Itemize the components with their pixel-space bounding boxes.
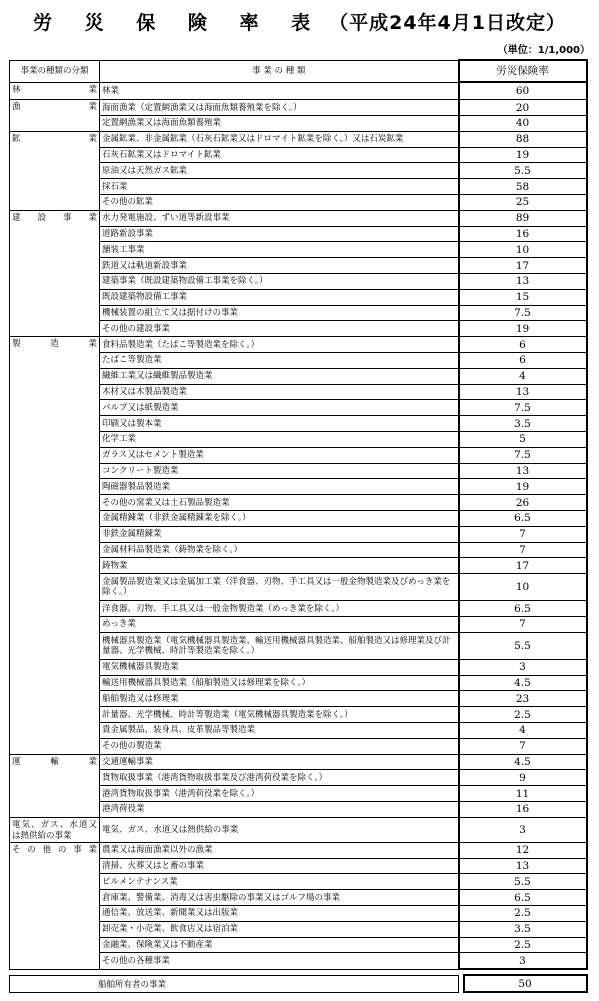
rate-cell: 13 [459, 274, 587, 290]
category-cell [10, 82, 100, 100]
business-type-cell: 船舶製造又は修理業 [100, 691, 459, 707]
extra-row [10, 975, 587, 992]
category-label: 漁 業 [12, 102, 97, 113]
rate-cell: 4 [459, 722, 587, 738]
rate-cell: 3 [459, 953, 587, 969]
unit-label: （単位：1/1,000） [497, 45, 590, 56]
rate-cell: 19 [459, 147, 587, 163]
business-type-cell: 金融業、保険業又は不動産業 [100, 937, 459, 953]
page-title [0, 8, 599, 35]
rate-cell: 7 [459, 542, 587, 558]
rate-cell: 5.5 [459, 632, 587, 659]
rate-table [9, 59, 588, 970]
category-cell [10, 210, 100, 336]
business-type-cell: 卸売業・小売業、飲食店又は宿泊業 [100, 921, 459, 937]
business-type-cell: めっき業 [100, 617, 459, 633]
business-type-cell: 既設建築物設備工事業 [100, 289, 459, 305]
business-type-cell: 鋳物業 [100, 558, 459, 574]
business-type-cell: 化学工業 [100, 432, 459, 448]
rate-cell: 6 [459, 337, 587, 353]
business-type-cell: 清掃、火葬又はと畜の事業 [100, 858, 459, 874]
business-type-cell: 倉庫業、警備業、消毒又は害虫駆除の事業又はゴルフ場の事業 [100, 890, 459, 906]
rate-cell: 2.5 [459, 905, 587, 921]
rate-cell: 15 [459, 289, 587, 305]
rate-cell: 9 [459, 770, 587, 786]
rate-cell: 10 [459, 242, 587, 258]
business-type-cell: 輸送用機械器具製造業（船舶製造又は修理業を除く。） [100, 675, 459, 691]
rate-cell: 5.5 [459, 163, 587, 179]
rate-cell: 7.5 [459, 305, 587, 321]
business-type-cell: 港湾荷役業 [100, 801, 459, 817]
business-type-cell: 鉄道又は軌道新設事業 [100, 258, 459, 274]
business-type-cell: その他の窯業又は土石製品製造業 [100, 495, 459, 511]
table-row [10, 337, 587, 353]
business-type-cell: コンクリート製造業 [100, 463, 459, 479]
rate-cell: 4.5 [459, 675, 587, 691]
extra-table [9, 974, 588, 993]
business-type-cell: 採石業 [100, 179, 459, 195]
rate-cell: 17 [459, 258, 587, 274]
rate-cell: 12 [459, 842, 587, 858]
rate-cell: 16 [459, 801, 587, 817]
rate-cell: 13 [459, 858, 587, 874]
table-row [10, 100, 587, 116]
rate-cell: 89 [459, 210, 587, 226]
business-type-cell: 交通運輸事業 [100, 754, 459, 770]
business-type-cell: 道路新設事業 [100, 226, 459, 242]
table-row [10, 210, 587, 226]
business-type-cell: 水力発電施設、ずい道等新設事業 [100, 210, 459, 226]
rate-cell: 2.5 [459, 707, 587, 723]
title-subtitle: （平成24年4月1日改定） [329, 12, 566, 34]
rate-cell: 3.5 [459, 921, 587, 937]
rate-cell: 7 [459, 617, 587, 633]
category-cell [10, 842, 100, 969]
business-type-cell: 電気機械器具製造業 [100, 659, 459, 675]
table-row [10, 817, 587, 842]
business-type-cell: 通信業、放送業、新聞業又は出版業 [100, 905, 459, 921]
table-row [10, 82, 587, 100]
rate-cell: 17 [459, 558, 587, 574]
business-type-cell: 金属材料品製造業（鋳物業を除く。） [100, 542, 459, 558]
category-cell [10, 337, 100, 754]
extra-label: 船舶所有者の事業 [10, 975, 459, 992]
rate-cell: 7 [459, 526, 587, 542]
business-type-cell: 港湾貨物取扱事業（港湾荷役業を除く。） [100, 786, 459, 802]
rate-cell: 2.5 [459, 937, 587, 953]
rate-cell: 4.5 [459, 754, 587, 770]
rate-cell: 6 [459, 353, 587, 369]
business-type-cell: 定置網漁業又は海面魚類養殖業 [100, 116, 459, 132]
business-type-cell: その他の各種事業 [100, 953, 459, 969]
category-label: 製 造 業 [12, 339, 97, 350]
rate-cell: 3 [459, 817, 587, 842]
business-type-cell: 林業 [100, 82, 459, 100]
rate-cell: 40 [459, 116, 587, 132]
business-type-cell: 石灰石鉱業又はドロマイト鉱業 [100, 147, 459, 163]
rate-cell: 26 [459, 495, 587, 511]
business-type-cell: 洋食器、刃物、手工具又は一般金物製造業（めっき業を除く。） [100, 601, 459, 617]
rate-cell: 60 [459, 82, 587, 100]
header-rate: 労災保険率 [459, 60, 587, 82]
rate-table-body [10, 82, 587, 969]
business-type-cell: ガラス又はセメント製造業 [100, 447, 459, 463]
business-type-cell: 貨物取扱事業（港湾貨物取扱事業及び港湾荷役業を除く。） [100, 770, 459, 786]
rate-cell: 5 [459, 432, 587, 448]
rate-cell: 13 [459, 384, 587, 400]
business-type-cell: 木材又は木製品製造業 [100, 384, 459, 400]
business-type-cell: 電気、ガス、水道又は熱供給の事業 [100, 817, 459, 842]
rate-cell: 7 [459, 738, 587, 754]
business-type-cell: 印刷又は製本業 [100, 416, 459, 432]
rate-cell: 5.5 [459, 874, 587, 890]
rate-cell: 16 [459, 226, 587, 242]
business-type-cell: 金属鉱業、非金属鉱業（石灰石鉱業又はドロマイト鉱業を除く。）又は石炭鉱業 [100, 131, 459, 147]
category-label: 電気、ガス、水道又は熱供給の事業 [12, 819, 97, 841]
business-type-cell: パルプ又は紙製造業 [100, 400, 459, 416]
rate-cell: 19 [459, 321, 587, 337]
business-type-cell: 舗装工事業 [100, 242, 459, 258]
business-type-cell: 計量器、光学機械、時計等製造業（電気機械器具製造業を除く。） [100, 707, 459, 723]
business-type-cell: 機械器具製造業（電気機械器具製造業、輸送用機械器具製造業、船舶製造又は修理業及び計量器、光学機械、時計等製造業を除く。） [100, 632, 459, 659]
business-type-cell: 原油又は天然ガス鉱業 [100, 163, 459, 179]
rate-cell: 6.5 [459, 601, 587, 617]
category-cell [10, 754, 100, 817]
business-type-cell: 貴金属製品、装身具、皮革製品等製造業 [100, 722, 459, 738]
rate-cell: 4 [459, 368, 587, 384]
table-row [10, 131, 587, 147]
business-type-cell: 繊維工業又は繊維製品製造業 [100, 368, 459, 384]
business-type-cell: 農業又は海面漁業以外の漁業 [100, 842, 459, 858]
rate-cell: 25 [459, 195, 587, 211]
category-label: 建 設 事 業 [12, 212, 97, 223]
business-type-cell: その他の建設事業 [100, 321, 459, 337]
business-type-cell: その他の製造業 [100, 738, 459, 754]
header-row [10, 60, 587, 82]
category-label: 鉱 業 [12, 133, 97, 144]
rate-cell: 20 [459, 100, 587, 116]
table-row [10, 754, 587, 770]
business-type-cell: 陶磁器製品製造業 [100, 479, 459, 495]
rate-cell: 88 [459, 131, 587, 147]
category-cell [10, 817, 100, 842]
business-type-cell: 建築事業（既設建築物設備工事業を除く。） [100, 274, 459, 290]
business-type-cell: 金属精錬業（非鉄金属精錬業を除く。） [100, 511, 459, 527]
business-type-cell: 海面漁業（定置網漁業又は海面魚類養殖業を除く。） [100, 100, 459, 116]
rate-cell: 3.5 [459, 416, 587, 432]
business-type-cell: ビルメンテナンス業 [100, 874, 459, 890]
extra-rate: 50 [464, 975, 587, 992]
header-category: 事業の種類の分類 [10, 60, 100, 82]
rate-cell: 6.5 [459, 890, 587, 906]
category-label: 運 輸 業 [12, 756, 97, 767]
table-row [10, 842, 587, 858]
business-type-cell: 金属製品製造業又は金属加工業（洋食器、刃物、手工具又は一般金物製造業及びめっき業を除く。） [100, 574, 459, 601]
rate-cell: 13 [459, 463, 587, 479]
business-type-cell: 機械装置の組立て又は据付けの事業 [100, 305, 459, 321]
rate-cell: 23 [459, 691, 587, 707]
rate-cell: 10 [459, 574, 587, 601]
business-type-cell: その他の鉱業 [100, 195, 459, 211]
business-type-cell: 非鉄金属精錬業 [100, 526, 459, 542]
rate-cell: 11 [459, 786, 587, 802]
category-label: 林 業 [12, 84, 97, 95]
business-type-cell: たばこ等製造業 [100, 353, 459, 369]
rate-cell: 58 [459, 179, 587, 195]
rate-cell: 19 [459, 479, 587, 495]
business-type-cell: 食料品製造業（たばこ等製造業を除く。） [100, 337, 459, 353]
category-cell [10, 131, 100, 210]
rate-cell: 7.5 [459, 447, 587, 463]
rate-cell: 6.5 [459, 511, 587, 527]
header-type: 事 業 の 種 類 [100, 60, 459, 82]
category-label: そ の 他 の 事 業 [12, 844, 97, 855]
category-cell [10, 100, 100, 132]
rate-cell: 3 [459, 659, 587, 675]
rate-cell: 7.5 [459, 400, 587, 416]
title-main: 労 災 保 険 率 表 [33, 12, 324, 34]
